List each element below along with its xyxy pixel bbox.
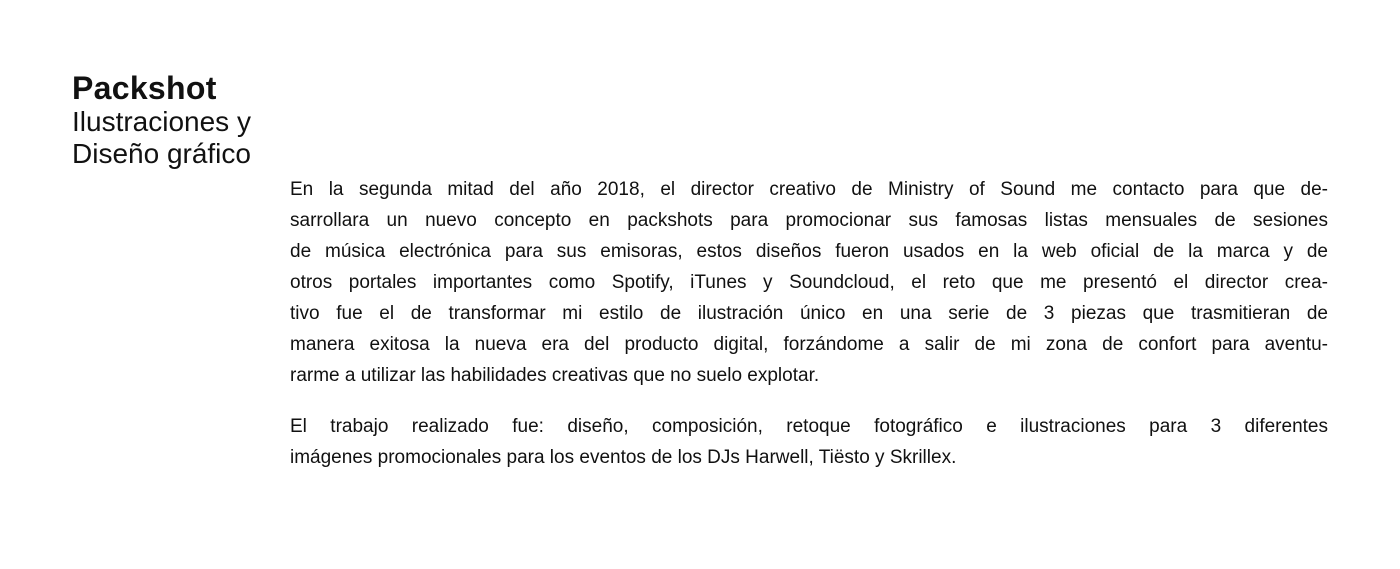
project-title: Packshot (72, 70, 217, 106)
project-description (290, 174, 1328, 473)
text-line: rarme a utilizar las habilidades creativas que no suelo explotar. (290, 365, 820, 386)
project-subtitle-line-2: Diseño gráfico (72, 138, 251, 169)
text-line: otros portales importantes como Spotify, iTunes y Soundcloud, el reto que me presentó el director crea- (290, 272, 1328, 293)
text-line: El trabajo realizado fue: diseño, composición, retoque fotográfico e ilustraciones para 3 diferentes (290, 416, 1328, 437)
text-line: manera exitosa la nueva era del producto digital, forzándome a salir de mi zona de confort para aventu- (290, 334, 1328, 355)
paragraph (290, 174, 1328, 391)
text-line: imágenes promocionales para los eventos de los DJs Harwell, Tiësto y Skrillex. (290, 447, 957, 468)
text-line: de música electrónica para sus emisoras, estos diseños fueron usados en la web oficial de la marca y de (290, 241, 1328, 262)
project-header (72, 71, 251, 170)
text-line: tivo fue el de transformar mi estilo de ilustración único en una serie de 3 piezas que trasmitieran de (290, 303, 1328, 324)
paragraph (290, 411, 1328, 473)
text-line: En la segunda mitad del año 2018, el director creativo de Ministry of Sound me contacto para que de- (290, 179, 1328, 200)
project-subtitle-line-1: Ilustraciones y (72, 106, 251, 137)
text-line: sarrollara un nuevo concepto en packshots para promocionar sus famosas listas mensuales de sesiones (290, 210, 1328, 231)
